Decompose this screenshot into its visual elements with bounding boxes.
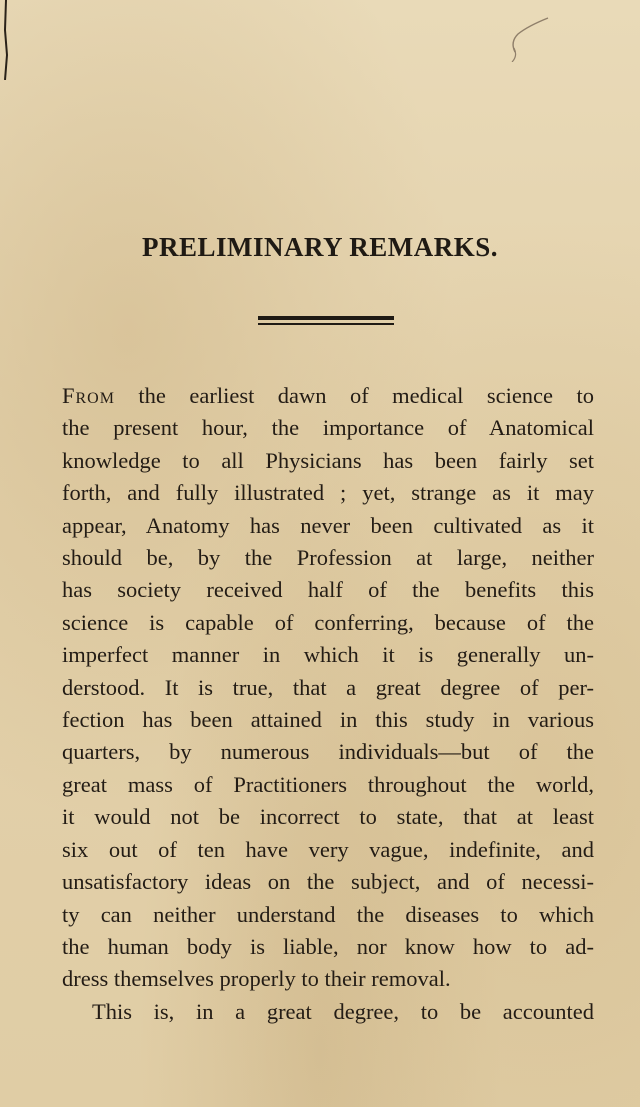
text-line: forth, and fully illustrated ; yet, strange as it may: [62, 480, 594, 506]
text-line: imperfect manner in which it is generally un-: [62, 642, 594, 668]
text-line: fection has been attained in this study in various: [62, 707, 594, 733]
text-line: knowledge to all Physicians has been fairly set: [62, 447, 594, 473]
text-line: should be, by the Profession at large, neither: [62, 545, 594, 571]
body-text: [62, 380, 594, 1028]
text-line: has society received half of the benefits this: [62, 577, 594, 603]
text-line: appear, Anatomy has never been cultivated as it: [62, 512, 594, 538]
text-line: the human body is liable, nor know how to ad-: [62, 933, 594, 959]
text-line: it would not be incorrect to state, that at least: [62, 804, 594, 830]
text-line: science is capable of conferring, because of the: [62, 609, 594, 635]
text-line: six out of ten have very vague, indefinite, and: [62, 836, 594, 862]
page-title: PRELIMINARY REMARKS.: [141, 232, 499, 262]
page-edge-mark: [3, 0, 9, 80]
lead-word: From: [62, 383, 115, 408]
text-line: unsatisfactory ideas on the subject, and of necessi-: [62, 869, 594, 895]
text-line: dress themselves properly to their removal.: [62, 966, 451, 992]
pencil-mark: [500, 12, 560, 62]
title-rule: [258, 316, 394, 326]
text-line: This is, in a great degree, to be accounted: [92, 998, 594, 1024]
text-line: great mass of Practitioners throughout the world,: [62, 771, 594, 797]
text-line: From the earliest dawn of medical science to: [62, 383, 594, 408]
text-line: quarters, by numerous individuals—but of the: [62, 739, 594, 765]
text-line: ty can neither understand the diseases to which: [62, 901, 594, 927]
text-line: derstood. It is true, that a great degree of per-: [62, 674, 594, 700]
text-line: the present hour, the importance of Anatomical: [62, 415, 594, 441]
